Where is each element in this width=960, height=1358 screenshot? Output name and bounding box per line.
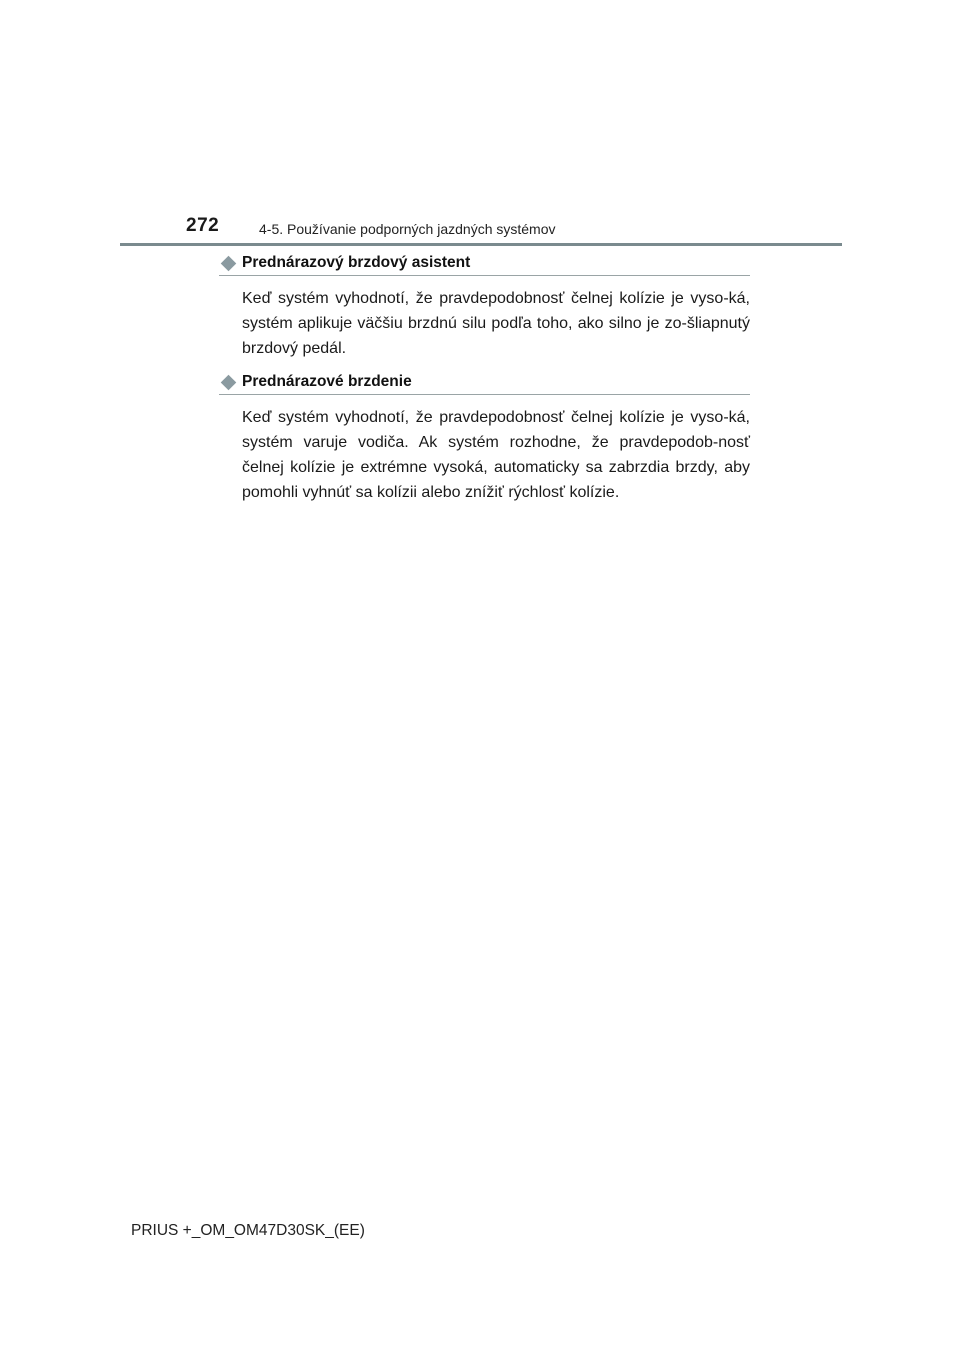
subsection-heading [219, 373, 750, 395]
footer-document-code: PRIUS +_OM_OM47D30SK_(EE) [131, 1222, 365, 1239]
subsection-heading-text: Prednárazový brzdový asistent [242, 254, 471, 271]
diamond-bullet-icon [221, 255, 237, 271]
content [219, 254, 750, 517]
subsection-body: Keď systém vyhodnotí, že pravdepodobnosť čelnej kolízie je vyso-ká, systém varuje vodiča. Ak systém rozhodne, že pravdepodob-nosť čelnej kolízie je extrémne vysoká, automaticky sa zabrzdia brzdy, aby pomohli vyhnúť sa kolízii alebo znížiť rýchlosť kolízie. [242, 409, 750, 501]
subsection-heading [219, 254, 750, 276]
section-title: 4-5. Používanie podporných jazdných systémov [259, 221, 556, 237]
subsection-body: Keď systém vyhodnotí, že pravdepodobnosť čelnej kolízie je vyso-ká, systém aplikuje väčšiu brzdnú silu podľa toho, ako silno je zo-šliapnutý brzdový pedál. [242, 290, 750, 357]
header-rule [120, 243, 842, 246]
subsection-pre-collision-braking [219, 373, 750, 505]
page-number: 272 [186, 215, 220, 236]
diamond-bullet-icon [221, 374, 237, 390]
subsection-heading-text: Prednárazové brzdenie [242, 373, 412, 390]
subsection-pre-collision-brake-assist [219, 254, 750, 361]
